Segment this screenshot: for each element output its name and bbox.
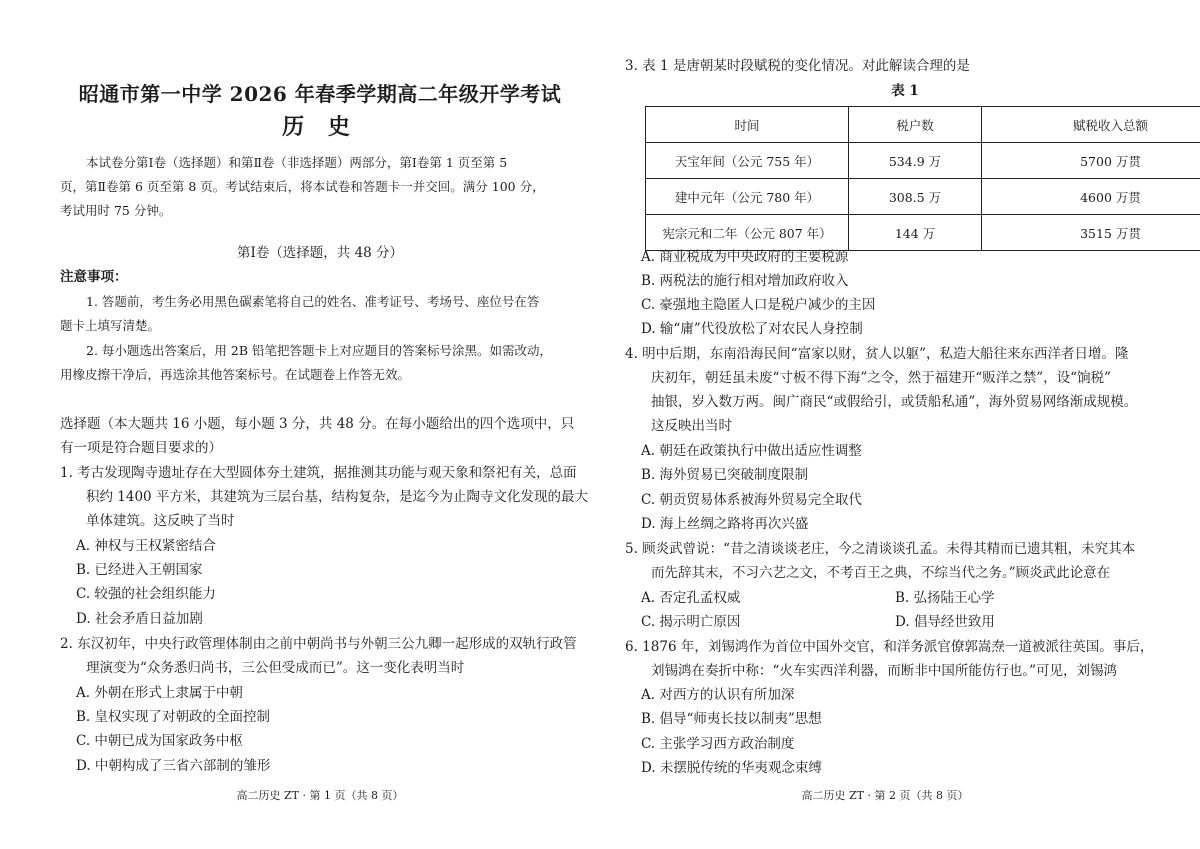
question-1-option: C. 较强的社会组织能力 <box>76 586 216 602</box>
question-1-option: B. 已经进入王朝国家 <box>76 562 203 578</box>
table-header: 时间 <box>646 107 849 143</box>
question-3-option: B. 两税法的施行相对增加政府收入 <box>641 273 849 289</box>
table-cell: 宪宗元和二年（公元 807 年） <box>646 215 849 251</box>
intro-line: 考试用时 75 分钟。 <box>60 203 172 218</box>
table-header-row <box>646 107 1200 143</box>
page-footer: 高二历史 ZT · 第 2 页（共 8 页） <box>801 789 969 802</box>
table-cell: 建中元年（公元 780 年） <box>646 179 849 215</box>
question-5-stem: 而先辞其末，不习六艺之文，不考百王之典，不综当代之务。”顾炎武此论意在 <box>651 565 1111 581</box>
notice-line: 1. 答题前，考生务必用黑色碳素笔将自己的姓名、准考证号、考场号、座位号在答 <box>86 294 540 309</box>
table-cell: 534.9 万 <box>849 143 982 179</box>
table-cell: 4600 万贯 <box>982 179 1200 215</box>
question-3-stem: 3. 表 1 是唐朝某时段赋税的变化情况。对此解读合理的是 <box>625 58 970 74</box>
question-6-option: D. 未摆脱传统的华夷观念束缚 <box>641 760 822 776</box>
intro-line: 页，第Ⅱ卷第 6 页至第 8 页。考试结束后，将本试卷和答题卡一并交回。满分 100 分， <box>60 179 545 194</box>
table-cell: 144 万 <box>849 215 982 251</box>
question-4-option: A. 朝廷在政策执行中做出适应性调整 <box>641 443 862 459</box>
question-2-stem: 2. 东汉初年，中央行政管理体制由之前中朝尚书与外朝三公九卿一起形成的双轨行政管 <box>60 636 577 652</box>
question-4-stem: 庆初年，朝廷虽未废“寸板不得下海”之令，然于福建开“贩洋之禁”，设“饷税” <box>651 370 1111 386</box>
table-title: 表 1 <box>891 83 919 99</box>
question-6-option: B. 倡导“师夷长技以制夷”思想 <box>641 711 822 727</box>
question-2-option: D. 中朝构成了三省六部制的雏形 <box>76 758 271 774</box>
question-6-stem: 刘锡鸿在奏折中称：“火车实西洋利器，而断非中国所能仿行也。”可见，刘锡鸿 <box>651 663 1118 679</box>
question-1-stem: 1. 考古发现陶寺遗址存在大型圆体夯土建筑，据推测其功能与观天象和祭祀有关，总面 <box>60 465 577 481</box>
question-5-option: A. 否定孔孟权威 <box>641 590 741 606</box>
choice-intro: 有一项是符合题目要求的） <box>60 440 222 456</box>
question-6-option: A. 对西方的认识有所加深 <box>641 687 795 703</box>
question-6-option: C. 主张学习西方政治制度 <box>641 736 795 752</box>
table-cell: 3515 万贯 <box>982 215 1200 251</box>
exam-title: 昭通市第一中学 2026 年春季学期高二年级开学考试 <box>78 82 562 106</box>
question-2-option: C. 中朝已成为国家政务中枢 <box>76 733 243 749</box>
left-page <box>60 0 588 849</box>
table-cell: 5700 万贯 <box>982 143 1200 179</box>
question-1-stem: 积约 1400 平方米，其建筑为三层台基，结构复杂，是迄今为止陶寺文化发现的最大 <box>86 489 588 505</box>
question-6-stem: 6. 1876 年，刘锡鸿作为首位中国外交官，和洋务派官僚郭嵩焘一道被派往英国。事后， <box>625 639 1154 655</box>
question-2-option: B. 皇权实现了对朝政的全面控制 <box>76 709 271 725</box>
question-4-option: B. 海外贸易已突破制度限制 <box>641 467 809 483</box>
notice-line: 2. 每小题选出答案后，用 2B 铅笔把答题卡上对应题目的答案标号涂黑。如需改动， <box>86 343 552 358</box>
question-5-option: B. 弘扬陆王心学 <box>895 590 995 606</box>
intro-line: 本试卷分第Ⅰ卷（选择题）和第Ⅱ卷（非选择题）两部分，第Ⅰ卷第 1 页至第 5 <box>86 155 508 170</box>
choice-intro: 选择题（本大题共 16 小题，每小题 3 分，共 48 分。在每小题给出的四个选项中，只 <box>60 416 575 432</box>
question-1-option: A. 神权与王权紧密结合 <box>76 538 216 554</box>
table-row <box>646 179 1200 215</box>
subject-title: 历 史 <box>282 114 358 140</box>
question-5-stem: 5. 顾炎武曾说：“昔之清谈谈老庄，今之清谈谈孔孟。未得其精而已遗其粗，未究其本 <box>625 541 1136 557</box>
question-1-stem: 单体建筑。这反映了当时 <box>86 513 235 529</box>
page-footer: 高二历史 ZT · 第 1 页（共 8 页） <box>236 789 404 802</box>
question-5-option: D. 倡导经世致用 <box>895 614 995 630</box>
tax-table <box>645 106 1200 251</box>
question-3-option: A. 商业税成为中央政府的主要税源 <box>641 249 849 265</box>
table-row <box>646 143 1200 179</box>
table-cell: 308.5 万 <box>849 179 982 215</box>
question-2-stem: 理演变为“众务悉归尚书，三公但受成而已”。这一变化表明当时 <box>86 660 465 676</box>
question-2-option: A. 外朝在形式上隶属于中朝 <box>76 685 243 701</box>
right-page <box>625 0 1154 849</box>
question-4-stem: 抽银，岁入数万两。闽广商民“或假给引，或赁船私通”，海外贸易网络渐成规模。 <box>651 394 1138 410</box>
table-header: 赋税收入总额 <box>982 107 1200 143</box>
notice-heading: 注意事项： <box>60 269 128 285</box>
question-3-option: C. 豪强地主隐匿人口是税户减少的主因 <box>641 297 876 313</box>
question-4-stem: 这反映出当时 <box>651 418 732 434</box>
section-heading: 第Ⅰ卷（选择题，共 48 分） <box>236 245 404 261</box>
table-header: 税户数 <box>849 107 982 143</box>
notice-line: 用橡皮擦干净后，再选涂其他答案标号。在试题卷上作答无效。 <box>60 367 411 382</box>
notice-line: 题卡上填写清楚。 <box>60 318 161 333</box>
question-5-option: C. 揭示明亡原因 <box>641 614 741 630</box>
question-3-option: D. 输“庸”代役放松了对农民人身控制 <box>641 321 863 337</box>
question-4-stem: 4. 明中后期，东南沿海民间“富家以财，贫人以躯”，私造大船往来东西洋者日增。隆 <box>625 346 1129 362</box>
table-cell: 天宝年间（公元 755 年） <box>646 143 849 179</box>
question-4-option: D. 海上丝绸之路将再次兴盛 <box>641 516 809 532</box>
question-4-option: C. 朝贡贸易体系被海外贸易完全取代 <box>641 492 862 508</box>
question-1-option: D. 社会矛盾日益加剧 <box>76 611 203 627</box>
